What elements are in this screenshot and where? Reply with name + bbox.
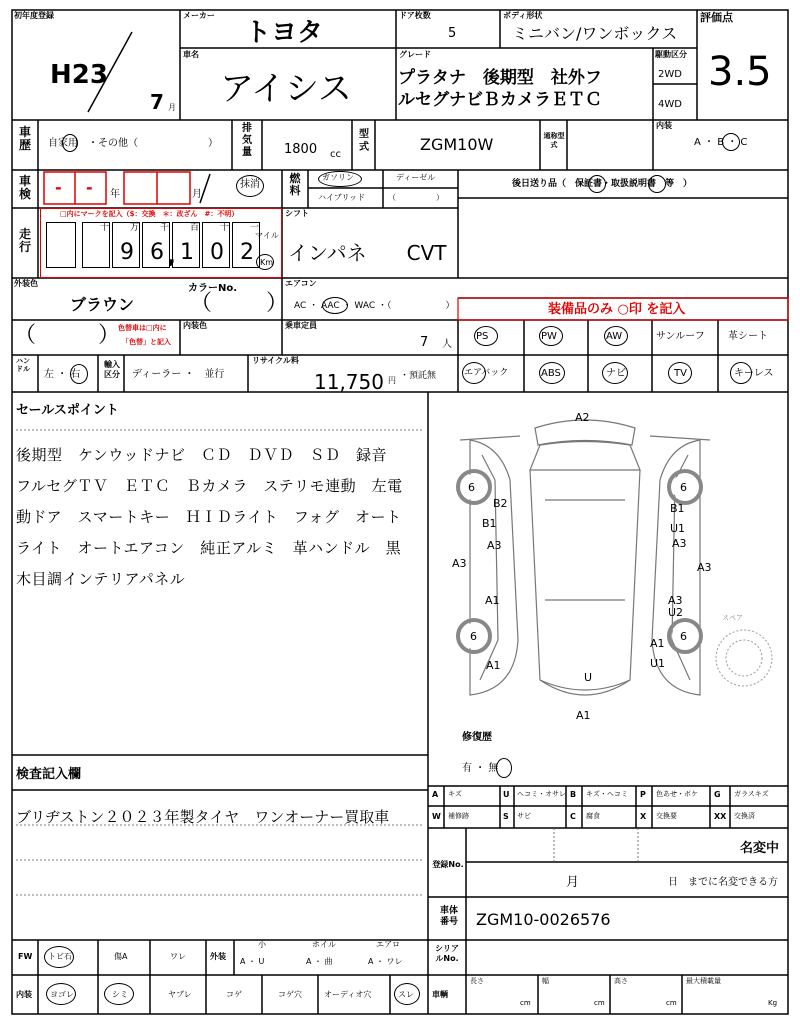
max-load-label: 最大積載量 bbox=[686, 977, 721, 985]
fuel-hybrid-paren: （ ） bbox=[388, 193, 444, 202]
name-change: 名変中 bbox=[740, 841, 780, 856]
recycle-deposit: ・預託無 bbox=[400, 371, 437, 381]
shift-value: インパネ CVT bbox=[288, 241, 447, 265]
odometer-digit: 1 bbox=[180, 240, 194, 265]
displacement-label: 排気量 bbox=[242, 123, 252, 158]
legend-item: 腐食 bbox=[586, 812, 600, 820]
selling-points-title: セールスポイント bbox=[16, 403, 119, 418]
fw-crack: ワレ bbox=[170, 952, 186, 961]
model-label: 型式 bbox=[359, 129, 369, 153]
damage-mark: B2 bbox=[493, 497, 508, 510]
doors: 5 bbox=[448, 26, 457, 41]
chassis-label: 車体番号 bbox=[439, 906, 458, 927]
odometer-digit: 2 bbox=[240, 240, 254, 265]
serial-label: シリアルNo. bbox=[435, 944, 459, 963]
wheel-label: ホイル bbox=[312, 940, 336, 949]
damage-mark: B1 bbox=[670, 502, 685, 515]
length-label: 長さ bbox=[470, 977, 484, 985]
warranty-circle bbox=[588, 175, 606, 193]
drive-label: 駆動区分 bbox=[655, 50, 687, 59]
equip-pw-circle bbox=[539, 326, 563, 346]
handle-label: ハンドル bbox=[16, 357, 30, 373]
equip-airbag: エアバック bbox=[464, 368, 509, 378]
small-value: A ・ U bbox=[240, 957, 265, 966]
capacity-label: 乗車定員 bbox=[285, 321, 317, 330]
legend-item: G bbox=[714, 790, 721, 799]
score-label: 評価点 bbox=[700, 11, 733, 24]
odometer-unit: 千 bbox=[160, 223, 170, 233]
insp-dash-1: - bbox=[55, 178, 62, 197]
legend-item: W bbox=[432, 812, 441, 821]
exterior-color: ブラウン bbox=[70, 295, 135, 314]
displacement: 1800 bbox=[284, 142, 318, 157]
mileage-mile: マイル bbox=[255, 231, 279, 240]
damage-mark: 6 bbox=[468, 481, 475, 494]
legend-item: P bbox=[640, 790, 646, 799]
legend-item: 補修跡 bbox=[448, 812, 469, 820]
use-circle bbox=[62, 134, 78, 152]
interior-grade-circle bbox=[722, 133, 740, 151]
color-change-paren-close: ） bbox=[98, 323, 121, 348]
handle-value: 左 ・ 右 bbox=[44, 369, 81, 380]
inspection-label: 車検 bbox=[18, 174, 31, 201]
legend-item: 色あせ・ボケ bbox=[656, 790, 698, 798]
model-code: ZGM10W bbox=[420, 135, 494, 154]
equip-airbag-circle bbox=[462, 362, 486, 384]
drive-2wd: 2WD bbox=[658, 69, 682, 80]
vehicle-size-label: 車輌 bbox=[432, 990, 448, 999]
later-documents: 後日送り品（ 保証書・取扱説明書 等 ） bbox=[512, 179, 693, 189]
grade-line2: ルセグナビＢカメラＥＴＣ bbox=[398, 90, 602, 110]
damage-mark: A3 bbox=[452, 557, 467, 570]
import-label: 輸入区分 bbox=[104, 360, 120, 379]
fuel-diesel: ディーゼル bbox=[396, 173, 436, 182]
odometer-digit: 9 bbox=[120, 240, 134, 265]
fw-stone-chip-circle bbox=[44, 946, 74, 968]
int-audio-hole: オーディオ穴 bbox=[324, 990, 372, 999]
equip-leather: 革シート bbox=[728, 331, 768, 342]
maker: トヨタ bbox=[245, 18, 324, 48]
damage-mark: A3 bbox=[672, 537, 687, 550]
wheel-value: A ・ 曲 bbox=[306, 957, 333, 966]
notes-text: ブリヂストン２０２３年製タイヤ ワンオーナー買取車 bbox=[16, 808, 390, 826]
equip-navi: ナビ bbox=[606, 368, 626, 379]
legend-item: 交換要 bbox=[656, 812, 677, 820]
legend-item: サビ bbox=[517, 812, 531, 820]
insp-none-circle bbox=[236, 175, 264, 197]
mileage-km: Km bbox=[260, 258, 274, 267]
damage-mark: A2 bbox=[575, 411, 590, 424]
recycle-label: リサイクル料 bbox=[252, 356, 299, 365]
maker-label: メーカー bbox=[183, 11, 215, 20]
max-load-unit: Kg bbox=[768, 999, 778, 1007]
color-label: 外装色 bbox=[14, 279, 38, 288]
damage-mark: A1 bbox=[486, 659, 501, 672]
fuel-gasoline: ガソリン bbox=[322, 173, 354, 182]
legend-item: XX bbox=[714, 812, 727, 821]
legend-item: キズ・ヘコミ bbox=[586, 790, 628, 798]
color-no-label: カラーNo. bbox=[188, 283, 238, 294]
damage-mark: A1 bbox=[650, 637, 665, 650]
int-burn-hole: コゲ穴 bbox=[278, 990, 302, 999]
equip-keyless-circle bbox=[730, 362, 752, 384]
interior-color-label: 内装色 bbox=[183, 321, 207, 330]
equipment-title: 装備品のみ ○印 を記入 bbox=[548, 302, 686, 317]
legend-item: ヘコミ・オサレ bbox=[517, 790, 566, 798]
equip-ps-circle bbox=[474, 326, 498, 346]
damage-mark: A1 bbox=[576, 709, 591, 722]
equip-abs: ABS bbox=[541, 368, 561, 379]
int-tear: ヤブレ bbox=[168, 990, 192, 999]
odometer-comma: , bbox=[168, 244, 176, 268]
use-type: 自家用 ・その他（ ） bbox=[48, 138, 218, 149]
damage-mark: U2 bbox=[668, 606, 684, 619]
aircon-label: エアコン bbox=[285, 279, 317, 288]
damage-mark: A3 bbox=[487, 539, 502, 552]
mileage-mark-box bbox=[46, 222, 76, 268]
mileage-label: 走行 bbox=[18, 227, 31, 254]
equip-pw: PW bbox=[541, 331, 557, 342]
interior-label: 内装 bbox=[656, 121, 672, 130]
displacement-unit: cc bbox=[330, 149, 341, 160]
damage-mark: A3 bbox=[668, 594, 683, 607]
insp-dash-2: - bbox=[86, 178, 93, 197]
length-unit: cm bbox=[520, 999, 531, 1007]
int-wear: スレ bbox=[398, 990, 414, 999]
odometer-unit: 百 bbox=[190, 223, 200, 233]
odometer-unit: 一 bbox=[250, 223, 260, 233]
int-stain: ヨゴレ bbox=[50, 990, 74, 999]
km-circle bbox=[256, 254, 274, 270]
legend-item: キズ bbox=[448, 790, 462, 798]
selling-point-line: ライト オートエアコン 純正アルミ 革ハンドル 黒 bbox=[16, 539, 402, 557]
damage-mark: A3 bbox=[697, 561, 712, 574]
width-label: 幅 bbox=[542, 977, 549, 985]
color-change-note2: 「色替」と記入 bbox=[122, 338, 171, 346]
fw-stone-chip: トビ石 bbox=[48, 952, 72, 961]
chassis-number: ZGM10-0026576 bbox=[476, 910, 611, 929]
fw-scratch: 傷A bbox=[114, 952, 128, 961]
reg-deadline: 日 までに名変できる方 bbox=[668, 877, 778, 888]
body-type: ミニバン/ワンボックス bbox=[512, 24, 678, 43]
legend-item: S bbox=[503, 812, 509, 821]
odometer-unit: 万 bbox=[130, 223, 140, 233]
legend-item: A bbox=[432, 790, 439, 799]
color-change-paren-open: （ bbox=[14, 323, 37, 348]
height-label: 高さ bbox=[614, 977, 628, 985]
import-type: ディーラー ・ 並行 bbox=[132, 369, 225, 380]
grade-label: グレード bbox=[399, 50, 431, 59]
equip-navi-circle bbox=[602, 362, 628, 384]
mileage-note: □内にマークを記入（$：交換 ＊：改ざん #：不明） bbox=[60, 210, 239, 218]
fw-label: FW bbox=[18, 952, 33, 961]
exterior-label: 外装 bbox=[210, 952, 226, 961]
spare-label: スペア bbox=[722, 614, 743, 622]
reg-month-unit-label: 月 bbox=[566, 875, 580, 890]
fuel-hybrid: ハイブリッド bbox=[318, 193, 366, 202]
damage-mark: U bbox=[584, 671, 593, 684]
odometer-digit: 6 bbox=[150, 240, 164, 265]
notes-title: 検査記入欄 bbox=[16, 767, 82, 782]
aero-value: A ・ ワレ bbox=[368, 957, 403, 966]
damage-mark: U1 bbox=[650, 657, 666, 670]
repair-label: 修復歴 bbox=[462, 732, 492, 743]
recycle-unit: 円 bbox=[388, 376, 396, 385]
fuel-label: 燃料 bbox=[289, 172, 301, 197]
damage-mark: A1 bbox=[485, 594, 500, 607]
width-unit: cm bbox=[594, 999, 605, 1007]
interior-grades: A ・ B ・ C bbox=[694, 137, 748, 148]
aircon-value: AC ・ AAC ・ WAC ・（ ） bbox=[294, 301, 455, 311]
reg-month: 7 bbox=[150, 90, 164, 114]
recycle-fee: 11,750 bbox=[314, 370, 384, 394]
car-name-label: 車名 bbox=[183, 50, 199, 59]
registration-label: 登録No. bbox=[432, 860, 464, 869]
car-name: アイシス bbox=[220, 69, 352, 109]
common-model-label: 通称型式 bbox=[543, 132, 565, 149]
grade-line1: プラタナ 後期型 社外フ bbox=[398, 68, 602, 88]
repair-value: 有 ・ 無 bbox=[462, 763, 499, 774]
selling-point-line: 動ドア スマートキー ＨＩＤライト フォグ オート bbox=[16, 508, 402, 526]
equip-aw-circle bbox=[604, 326, 628, 346]
doors-label: ドア枚数 bbox=[399, 11, 431, 20]
selling-point-line: 後期型 ケンウッドナビ ＣＤ ＤＶＤ ＳＤ 録音 bbox=[16, 446, 387, 464]
int-wear-circle bbox=[394, 983, 420, 1005]
int-burn: コゲ bbox=[226, 990, 242, 999]
int-stain-circle bbox=[46, 983, 76, 1005]
damage-mark: 6 bbox=[680, 481, 687, 494]
equip-keyless: キーレス bbox=[734, 368, 774, 379]
reg-year: H23 bbox=[50, 60, 108, 90]
drive-4wd: 4WD bbox=[658, 99, 682, 110]
capacity-unit: 人 bbox=[442, 339, 452, 350]
int-spot: シミ bbox=[112, 990, 128, 999]
insp-none: 抹消 bbox=[240, 179, 260, 190]
repair-none-circle bbox=[496, 758, 512, 778]
footer-interior-label: 内装 bbox=[16, 990, 32, 999]
insp-year-unit: 年 bbox=[110, 189, 120, 200]
int-spot-circle bbox=[104, 983, 134, 1005]
score: 3.5 bbox=[708, 49, 772, 95]
equip-sunroof: サンルーフ bbox=[656, 331, 705, 342]
shift-label: シフト bbox=[285, 209, 309, 218]
aac-circle bbox=[322, 297, 348, 314]
color-change-note1: 色替車は□内に bbox=[118, 324, 167, 332]
legend-item: C bbox=[570, 812, 576, 821]
color-no-paren-close: ） bbox=[266, 291, 289, 316]
damage-mark: 6 bbox=[680, 630, 687, 643]
manual-circle bbox=[648, 175, 666, 193]
handle-circle bbox=[70, 364, 88, 384]
aero-label: エアロ bbox=[376, 940, 400, 949]
odometer-unit: 十 bbox=[100, 223, 110, 233]
selling-point-line: フルセグＴＶ ＥＴＣ Ｂカメラ ステリモ連動 左電 bbox=[16, 477, 403, 495]
legend-item: 交換済 bbox=[734, 812, 755, 820]
odometer-digit: 0 bbox=[210, 240, 224, 265]
capacity: 7 bbox=[420, 335, 429, 350]
height-unit: cm bbox=[666, 999, 677, 1007]
equip-ps: PS bbox=[476, 331, 489, 342]
color-no-paren-open: （ bbox=[190, 291, 213, 316]
legend-item: U bbox=[503, 790, 510, 799]
damage-mark: B1 bbox=[482, 517, 497, 530]
legend-item: ガラスキズ bbox=[734, 790, 769, 798]
selling-point-line: 木目調インテリアパネル bbox=[16, 570, 186, 588]
body-label: ボディ形状 bbox=[503, 11, 543, 20]
equip-abs-circle bbox=[539, 362, 565, 384]
odometer-unit: 十 bbox=[220, 223, 230, 233]
legend-item: B bbox=[570, 790, 577, 799]
gasoline-circle bbox=[318, 171, 362, 187]
damage-mark: 6 bbox=[470, 630, 477, 643]
small-label: 小 bbox=[258, 940, 266, 949]
legend-item: X bbox=[640, 812, 647, 821]
car-damage-diagram bbox=[428, 392, 788, 722]
equip-tv-circle bbox=[668, 362, 692, 384]
equip-aw: AW bbox=[606, 331, 623, 342]
reg-month-unit: 月 bbox=[168, 103, 176, 112]
insp-month-unit: 月 bbox=[192, 189, 202, 200]
equip-tv: TV bbox=[674, 368, 687, 379]
first-reg-label: 初年度登録 bbox=[14, 11, 54, 20]
history-label: 車歴 bbox=[18, 125, 31, 152]
damage-mark: U1 bbox=[670, 522, 686, 535]
